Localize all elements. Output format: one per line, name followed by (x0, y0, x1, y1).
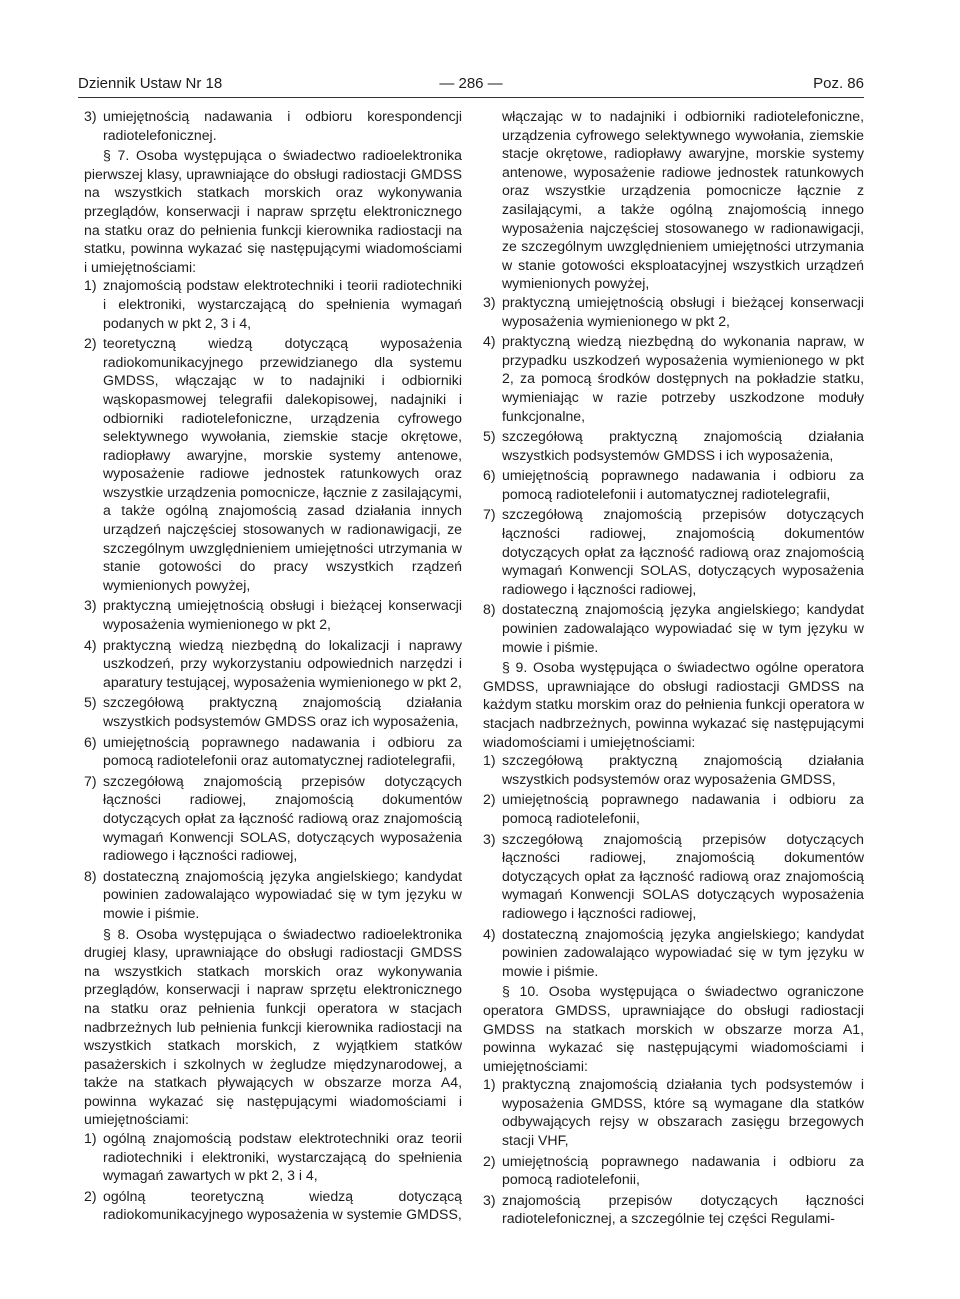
list-item (84, 596, 462, 633)
section-8-paragraph: § 8. Osoba występująca o świadectwo radioelektronika drugiej klasy, uprawniające do obsługi radiostacji GMDSS na wszystkich statkach morskich oraz wykonywania przeglądów, konserwacji i napraw sprzętu elektronicznego na statku oraz pełnienia funkcji operatora w stacjach nadbrzeżnych lub pełnienia funkcji kierownika radiostacji na wszystkich statkach morskich, z wyjątkiem statków pasażerskich i szkolnych w żegludze międzynarodowej, a także na statkach pływających w obszarze morza A4, powinna wykazać się następującymi wiadomościami i umiejętnościami: (84, 925, 462, 1128)
item-number: 5) (483, 428, 496, 445)
item-number: 2) (84, 335, 97, 352)
item-text: szczegółową znajomością przepisów dotyczących łączności radiowej, znajomością dokumentów dotyczących opłat za łączność radiową oraz znajomością wymagań Konwencji SOLAS, dotyczących wyposażenia radiowego i łączności radiowej, (502, 506, 864, 597)
item-number: 8) (483, 601, 496, 618)
list-item (483, 466, 864, 503)
item-number: 1) (483, 752, 496, 769)
list-item (483, 790, 864, 827)
item-text: znajomością przepisów dotyczących łączności radiotelefonicznej, a szczególnie tej części Regulami- (502, 1191, 864, 1227)
item-text: szczegółową praktyczną znajomością działania wszystkich podsystemów oraz wyposażenia GMDSS, (502, 752, 864, 787)
item-number: 4) (483, 925, 496, 942)
list-item (483, 600, 864, 656)
journal-title: Dziennik Ustaw Nr 18 (78, 75, 223, 92)
item-text: praktyczną umiejętnością obsługi i bieżącej konserwacji wyposażenia wymienionego w pkt 2, (103, 597, 462, 633)
section-8-list-continued (483, 293, 864, 656)
section-9-list (483, 751, 864, 980)
list-item (84, 107, 462, 144)
list-item (483, 751, 864, 788)
list-item (84, 636, 462, 692)
list-item (483, 925, 864, 981)
item-text: szczegółową praktyczną znajomością działania wszystkich podsystemów GMDSS oraz ich wyposażenia, (103, 694, 462, 729)
list-item (483, 1152, 864, 1189)
list-item (84, 867, 462, 923)
item-text: umiejętnością poprawnego nadawania i odbioru za pomocą radiotelefonii oraz automatycznej radiotelegrafii, (103, 733, 462, 769)
item-text: szczegółową praktyczną znajomością działania wszystkich podsystemów GMDSS i ich wyposażenia, (502, 428, 864, 463)
item-text: umiejętnością poprawnego nadawania i odbioru za pomocą radiotelefonii, (502, 791, 864, 826)
section-10-list (483, 1075, 864, 1228)
item-text: znajomością podstaw elektrotechniki i teorii radiotechniki i elektroniki, wystarczającą do spełnienia wymagań podanych w pkt 2, 3 i 4, (103, 277, 462, 331)
list-item (84, 276, 462, 332)
item-text: praktyczną umiejętnością obsługi i bieżącej konserwacji wyposażenia wymienionego w pkt 2, (502, 293, 864, 329)
item-text: ogólną znajomością podstaw elektrotechniki oraz teorii radiotechniki i elektroniki, wystarczającą do spełnienia wymagań zawartych w pkt 2, 3 i 4, (103, 1130, 462, 1184)
item-number: 3) (483, 1191, 496, 1208)
item-number: 2) (483, 1152, 496, 1169)
item-number: 1) (84, 277, 97, 294)
item-number: 5) (84, 694, 97, 711)
section-8-item-2-continuation: włączając w to nadajniki i odbiorniki radiotelefoniczne, urządzenia cyfrowego selektywnego wywołania, ziemskie stacje okrętowe, radiopławy awaryjne, morskie systemy antenowe, wyposażenie radiowe jednostek ratunkowych oraz wszystkie urządzenia pomocnicze łącznie z zasilającymi, a także ogólną znajomością innego wyposażenia najczęściej stosowanego w radionawigacji, ze szczególnym uwzględnieniem umiejętności utrzymania w stanie gotowości eksploatacyjnej wszystkich urządzeń wymienionych powyżej, (502, 108, 864, 292)
list-item (84, 693, 462, 730)
item-text: ogólną teoretyczną wiedzą dotyczącą radiokomunikacyjnego wyposażenia w systemie GMDSS, (103, 1187, 462, 1223)
list-item (84, 1129, 462, 1185)
item-number: 3) (483, 830, 496, 847)
item-text: umiejętnością poprawnego nadawania i odbioru za pomocą radiotelefonii, (502, 1152, 864, 1188)
item-number: 6) (84, 733, 97, 750)
item-number: 1) (84, 1130, 97, 1147)
list-item (84, 733, 462, 770)
list-item (84, 772, 462, 865)
item-number: 1) (483, 1076, 496, 1093)
item-text: szczegółową znajomością przepisów dotyczących łączności radiowej, znajomością dokumentów dotyczących opłat za łączność radiową oraz znajomością wymagań Konwencji SOLAS dotyczących wyposażenia radiowego i łączności radiowej, (502, 830, 864, 921)
page-header (78, 74, 864, 96)
section-7-paragraph: § 7. Osoba występująca o świadectwo radioelektronika pierwszej klasy, uprawniające do obsługi radiostacji GMDSS na wszystkich statkach morskich oraz wykonywania przeglądów, konserwacji i napraw sprzętu elektronicznego na statku oraz do pełnienia funkcji kierownika radiostacji na statku, powinna wykazać się następującymi wiadomościami i umiejętnościami: (84, 147, 462, 275)
list-item (483, 1075, 864, 1149)
item-number: 7) (483, 506, 496, 523)
item-text: praktyczną wiedzą niezbędną do wykonania napraw, w przypadku uszkodzeń wyposażenia wymienionego w pkt 2, za pomocą środków dostępnych na pokładzie statku, wymieniając w razie potrzeby uszkodzone moduły funkcjonalne, (502, 333, 864, 424)
list-item (483, 505, 864, 598)
item-number: 3) (84, 108, 97, 124)
list-item (483, 1191, 864, 1228)
item-number: 7) (84, 772, 97, 789)
list-item (483, 427, 864, 464)
item-text: szczegółową znajomością przepisów dotyczących łączności radiowej, znajomością dokumentów dotyczących opłat za łączność radiową oraz znajomością wymagań Konwencji SOLAS, dotyczących wyposażenia radiowego i łączności radiowej, (103, 772, 462, 864)
item-text: umiejętnością poprawnego nadawania i odbioru za pomocą radiotelefonii i automatycznej radiotelegrafii, (502, 467, 864, 502)
item-text: dostateczną znajomością języka angielskiego; kandydat powinien zadowalająco wypowiadać się w tym języku w mowie i piśmie. (103, 867, 462, 921)
header-rule (78, 97, 864, 98)
list-item (84, 1187, 462, 1224)
item-number: 4) (84, 636, 97, 653)
item-text: teoretyczną wiedzą dotyczącą wyposażenia radiokomunikacyjnego przewidzianego dla systemu GMDSS, włączając w to nadajniki i odbiorniki wąskopasmowej telegrafii dalekopisowej, nadajniki i odbiorniki radiotelefoniczne, urządzenia cyfrowego selektywnego wywołania, ziemskie stacje okrętowe, radiopławy awaryjne, morskie systemy antenowe, wyposażenie radiowe jednostek ratunkowych oraz wszystkie urządzenia pomocnicze, łącznie z zasilającymi, a także ogólną znajomością zasad działania innych urządzeń najczęściej stosowanych w radionawigacji, ze szczególnym uwzględnieniem umiejętności utrzymania w stanie gotowości do pracy wszystkich rządzeń wymienionych powyżej, (103, 335, 462, 593)
section-9-paragraph: § 9. Osoba występująca o świadectwo ogólne operatora GMDSS, uprawniające do obsługi radiostacji GMDSS na każdym statku morskim oraz do pełnienia funkcji operatora w stacjach nadbrzeżnych, powinna wykazać się następującymi wiadomościami i umiejętnościami: (483, 659, 864, 750)
item-text: praktyczną wiedzą niezbędną do lokalizacji i naprawy uszkodzeń, przy wykorzystaniu odpowiednich narzędzi i aparatury testującej, wyposażenia wymienionego w pkt 2, (103, 636, 462, 690)
item-number: 2) (84, 1187, 97, 1204)
item-text: dostateczną znajomością języka angielskiego; kandydat powinien zadowalająco wypowiadać się w tym języku w mowie i piśmie. (502, 601, 864, 655)
right-column (483, 107, 864, 1230)
list-item (483, 830, 864, 923)
position-number: Poz. 86 (813, 75, 864, 92)
list-item (483, 293, 864, 330)
item-number: 8) (84, 867, 97, 884)
section-7-list (84, 276, 462, 922)
section-10-paragraph: § 10. Osoba występująca o świadectwo ograniczone operatora GMDSS, uprawniające do obsługi radiostacji GMDSS na statkach morskich w obszarze morza A1, powinna wykazać się następującymi wiadomościami i umiejętnościami: (483, 983, 864, 1074)
item-number: 4) (483, 333, 496, 350)
item-text: dostateczną znajomością języka angielskiego; kandydat powinien zadowalająco wypowiadać się w tym języku w mowie i piśmie. (502, 925, 864, 979)
item-number: 6) (483, 467, 496, 484)
item-text: umiejętnością nadawania i odbioru korespondencji radiotelefonicznej. (103, 108, 462, 143)
item-number: 2) (483, 791, 496, 808)
section-8-list (84, 1129, 462, 1224)
page-number: — 286 — (439, 75, 503, 92)
item-text: praktyczną znajomością działania tych podsystemów i wyposażenia GMDSS, które są wymagane dla statków odbywających rejsy w obszarach zasięgu brzegowych stacji VHF, (502, 1076, 864, 1149)
list-item (84, 334, 462, 594)
item-number: 3) (84, 597, 97, 614)
item-number: 3) (483, 293, 496, 310)
list-item (483, 332, 864, 425)
left-column (84, 107, 462, 1226)
